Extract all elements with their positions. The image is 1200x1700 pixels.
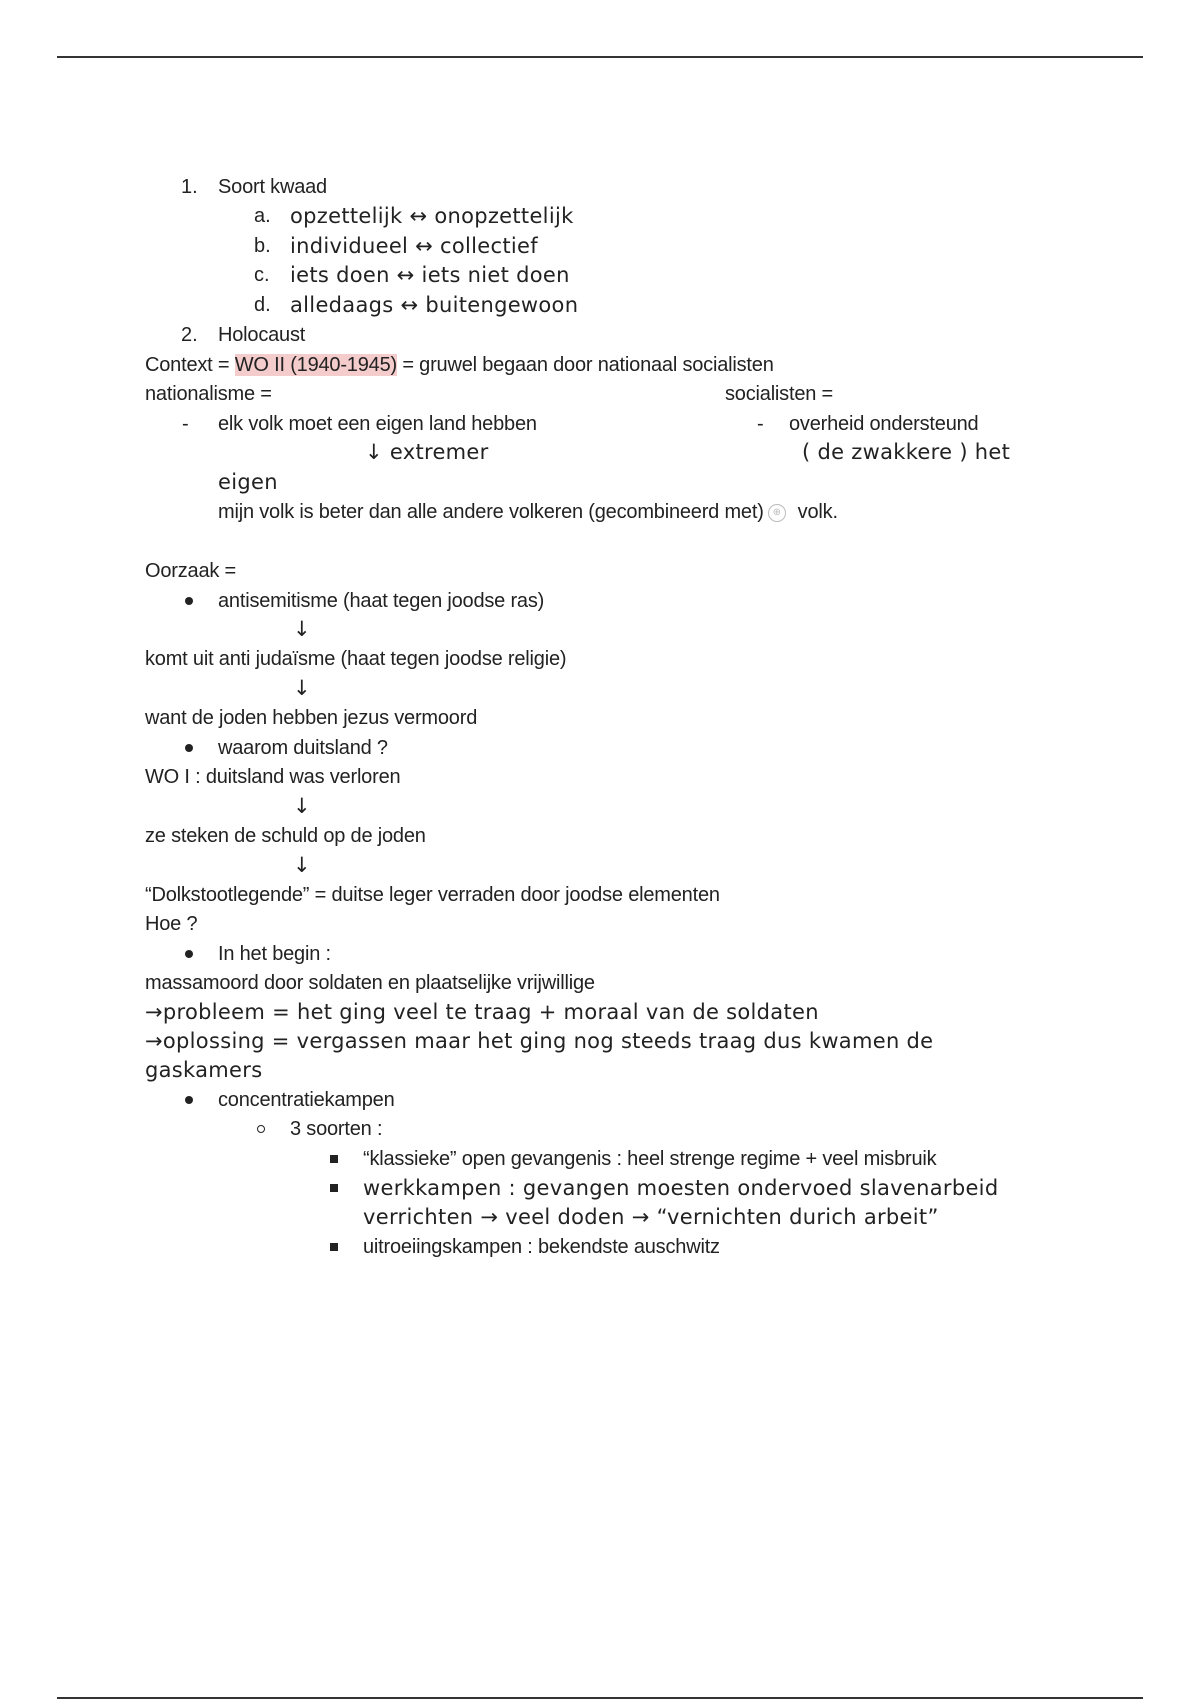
cause-bullet-2: waarom duitsland ? [218, 737, 388, 759]
list-number-1: 1. [181, 176, 198, 198]
how-line-3a: →oplossing = vergassen maar het ging nog steeds traag dus kwamen de [145, 1029, 934, 1053]
bullet-icon [185, 597, 193, 605]
context-rest: = gruwel begaan door nationaal socialisten [396, 354, 774, 376]
nationalisme-title: nationalisme = [145, 383, 272, 405]
square-bullet-icon [330, 1155, 338, 1163]
bullet-icon [185, 950, 193, 958]
square-bullet-icon [330, 1184, 338, 1192]
cause-line-1: komt uit anti judaïsme (haat tegen joodse religie) [145, 648, 567, 670]
nat-line-3-text: mijn volk is beter dan alle andere volkeren (gecombineerd met) [218, 501, 764, 523]
soc-line-1: overheid ondersteund [789, 413, 979, 435]
context-line [145, 352, 774, 378]
socialisten-title: socialisten = [725, 383, 834, 405]
list-number-2: 2. [181, 324, 198, 346]
how-line-3b: gaskamers [145, 1058, 263, 1082]
how-kamp-2b-text: verrichten → veel doden → “vernichten durich arbeit” [363, 1205, 939, 1229]
context-label: Context = [145, 354, 235, 376]
arrow-down-2: ↓ [293, 676, 311, 700]
sub-item-d: alledaags ↔ buitengewoon [290, 293, 579, 317]
how-line-1: massamoord door soldaten en plaatselijke vrijwillige [145, 972, 595, 994]
sub-marker-a: a. [254, 205, 271, 227]
how-title: Hoe ? [145, 913, 198, 935]
top-rule [57, 56, 1143, 58]
sub-marker-b: b. [254, 235, 271, 257]
cause-title: Oorzaak = [145, 560, 237, 582]
list-item-soort-kwaad: Soort kwaad [218, 176, 327, 198]
nat-dash: - [182, 413, 189, 435]
circle-arrow-icon: ⊕ [768, 504, 786, 522]
list-item-holocaust: Holocaust [218, 324, 306, 346]
sub-item-a: opzettelijk ↔ onopzettelijk [290, 204, 574, 228]
how-sub: 3 soorten : [290, 1118, 383, 1140]
bullet-icon [185, 744, 193, 752]
arrow-down-3: ↓ [293, 794, 311, 818]
soc-dash: - [757, 413, 764, 435]
context-highlight: WO II (1940-1945) [234, 354, 397, 376]
arrow-down-4: ↓ [293, 853, 311, 877]
arrow-down-1: ↓ [293, 617, 311, 641]
how-kamp-2a: werkkampen : gevangen moesten ondervoed slavenarbeid [363, 1176, 999, 1200]
how-bullet-2: concentratiekampen [218, 1089, 395, 1111]
nat-arrow-extremer: ↓ extremer [365, 440, 489, 464]
how-kamp-3: uitroeiingskampen : bekendste auschwitz [363, 1236, 720, 1258]
cause-line-4: ze steken de schuld op de joden [145, 825, 426, 847]
nat-volk: volk. [797, 501, 838, 523]
cause-line-2: want de joden hebben jezus vermoord [145, 707, 478, 729]
nat-line-2: eigen [218, 470, 278, 494]
sub-item-b: individueel ↔ collectief [290, 234, 538, 258]
sub-marker-c: c. [254, 264, 270, 286]
cause-line-3: WO I : duitsland was verloren [145, 766, 401, 788]
how-kamp-1: “klassieke” open gevangenis : heel strenge regime + veel misbruik [363, 1148, 937, 1170]
bullet-icon [185, 1096, 193, 1104]
sub-marker-d: d. [254, 294, 271, 316]
cause-bullet-1: antisemitisme (haat tegen joodse ras) [218, 590, 545, 612]
bottom-rule [57, 1697, 1143, 1699]
sub-item-c: iets doen ↔ iets niet doen [290, 263, 570, 287]
hollow-bullet-icon [257, 1125, 265, 1133]
square-bullet-icon [330, 1243, 338, 1251]
soc-line-2: ( de zwakkere ) het [802, 440, 1011, 464]
cause-line-5: “Dolkstootlegende” = duitse leger verraden door joodse elementen [145, 884, 720, 906]
how-line-2: →probleem = het ging veel te traag + moraal van de soldaten [145, 1000, 819, 1024]
nat-line-3 [218, 499, 838, 525]
how-kamp-2b [363, 1204, 939, 1231]
how-bullet-1: In het begin : [218, 943, 331, 965]
nat-line-1: elk volk moet een eigen land hebben [218, 413, 537, 435]
